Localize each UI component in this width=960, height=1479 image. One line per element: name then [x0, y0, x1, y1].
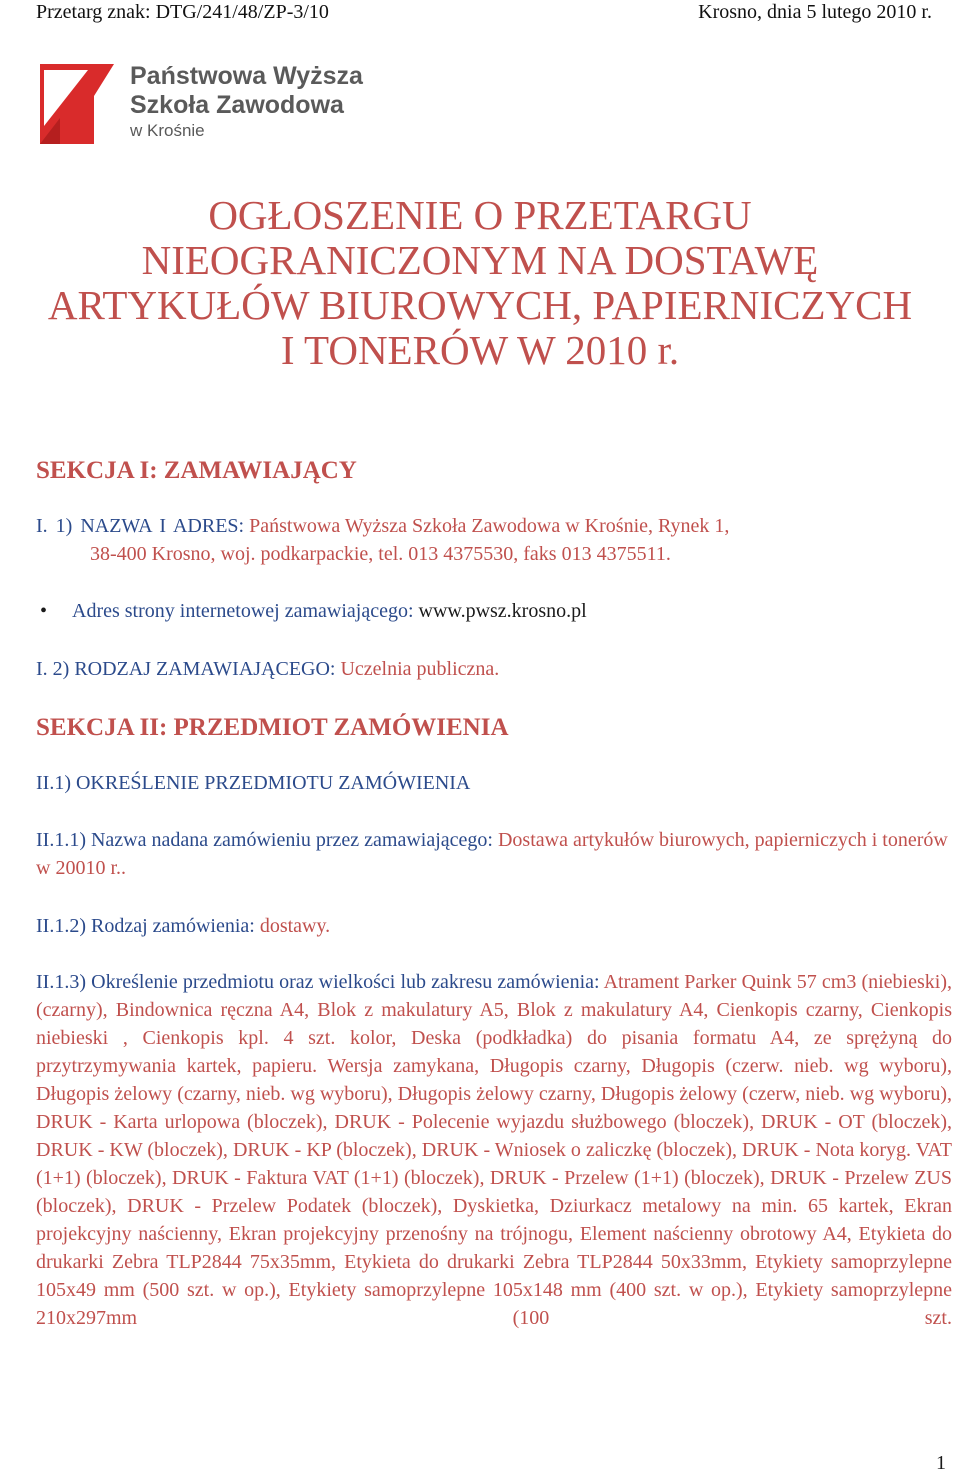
announcement-title: [0, 193, 960, 373]
logo-line-1: Państwowa Wyższa: [130, 62, 363, 90]
order-scope: [36, 968, 952, 1332]
order-name-label: II.1.1) Nazwa nadana zamówieniu przez zamawiającego:: [36, 829, 493, 851]
website-url[interactable]: www.pwsz.krosno.pl: [413, 600, 587, 622]
document-date: Krosno, dnia 5 lutego 2010 r.: [698, 1, 932, 23]
item-1-label: I. 1) NAZWA I ADRES:: [36, 515, 245, 537]
page-number: 1: [936, 1452, 946, 1474]
logo-line-3: w Krośnie: [130, 121, 205, 140]
website-bullet: [40, 597, 587, 625]
subject-definition-heading: II.1) OKREŚLENIE PRZEDMIOTU ZAMÓWIENIA: [36, 772, 471, 794]
university-logo: [30, 56, 390, 148]
contracting-authority-name-address: [36, 512, 952, 568]
order-scope-label: II.1.3) Określenie przedmiotu oraz wielkości lub zakresu zamówienia:: [36, 971, 600, 993]
title-line-2: NIEOGRANICZONYM NA DOSTAWĘ: [141, 237, 819, 283]
item-1-text-line-2: 38-400 Krosno, woj. podkarpackie, tel. 013 4375530, faks 013 4375511.: [90, 543, 671, 565]
order-name: [36, 826, 952, 882]
item-1-text: Państwowa Wyższa Szkoła Zawodowa w Krośnie, Rynek 1,: [244, 515, 730, 537]
title-line-3: ARTYKUŁÓW BIUROWYCH, PAPIERNICZYCH: [47, 282, 913, 328]
section-1-heading: SEKCJA I: ZAMAWIAJĄCY: [36, 457, 357, 484]
section-2-heading: SEKCJA II: PRZEDMIOT ZAMÓWIENIA: [36, 714, 509, 741]
order-type-value: dostawy.: [254, 915, 331, 937]
order-type-label: II.1.2) Rodzaj zamówienia:: [36, 915, 255, 937]
authority-type: [36, 655, 499, 683]
bullet-icon: •: [40, 600, 48, 622]
order-type: [36, 912, 330, 940]
order-scope-value: Atrament Parker Quink 57 cm3 (niebieski),(czarny), Bindownica ręczna A4, Blok z makulatury A5, Blok z makulatury A4, Cienkopis czarny, Cienkopis niebieski , Cienkopis kpl. 4 szt. kolor, Deska (podkładka) do pisania formatu A4, ze sprężyną do przytrzymywania kartek, papieru. Wersja zamykana, Długopis czarny, Długopis (czerw. nieb. wg wyboru), Długopis żelowy (czarny, nieb. wg wyboru), Długopis żelowy czarny, Długopis żelowy (czerw, nieb. wg wyboru), DRUK - Karta urlopowa (bloczek), DRUK - Polecenie wyjazdu służbowego (bloczek), DRUK - OT (bloczek), DRUK - KW (bloczek), DRUK - KP (bloczek), DRUK - Wniosek o zaliczkę (bloczek), DRUK - Nota koryg. VAT (1+1) (bloczek), DRUK - Faktura VAT (1+1) (bloczek), DRUK - Przelew (1+1) (bloczek), DRUK - Przelew ZUS (bloczek), DRUK - Przelew Podatek (bloczek), Dyskietka, Dziurkacz metalowy na min. 65 kartek, Ekran projekcyjny naścienny, Ekran projekcyjny przenośny na trójnogu, Element naścienny obrotowy A4, Etykieta do drukarki Zebra TLP2844 75x35mm, Etykieta do drukarki Zebra TLP2844 50x33mm, Etykiety samoprzylepne 105x49 mm (500 szt. w op.), Etykiety samoprzylepne 105x148 mm (400 szt. w op.), Etykiety samoprzylepne 210x297mm (100 szt.: [36, 971, 952, 1329]
logo-line-2: Szkoła Zawodowa: [130, 91, 344, 119]
item-2-label: I. 2) RODZAJ ZAMAWIAJĄCEGO:: [36, 658, 336, 680]
order-name-value: Dostawa artykułów biurowych, papierniczych i tonerów w 20010 r..: [36, 829, 948, 879]
logo-mark-icon: [30, 56, 122, 148]
title-line-1: OGŁOSZENIE O PRZETARGU: [208, 192, 752, 238]
website-label: Adres strony internetowej zamawiającego:: [72, 600, 414, 622]
title-line-4: I TONERÓW W 2010 r.: [280, 327, 680, 373]
tender-reference: Przetarg znak: DTG/241/48/ZP-3/10: [36, 1, 329, 23]
item-2-value: Uczelnia publiczna.: [335, 658, 500, 680]
